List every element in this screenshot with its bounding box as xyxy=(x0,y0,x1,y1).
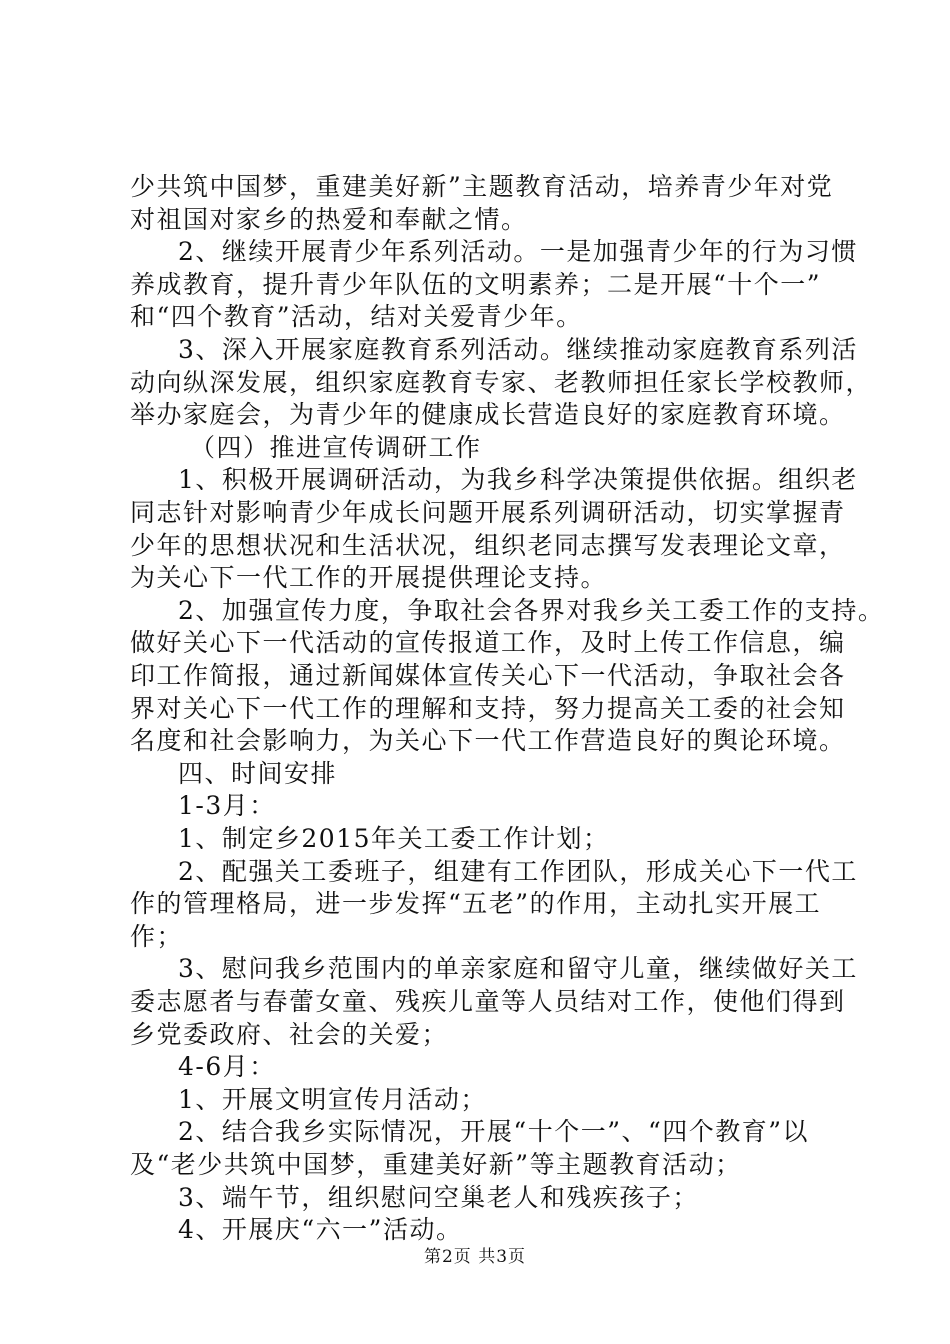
paragraph-line: 1、积极开展调研活动，为我乡科学决策提供依据。组织老 xyxy=(178,465,858,495)
period-heading: 1-3月： xyxy=(178,791,276,821)
paragraph-line: 1、开展文明宣传月活动； xyxy=(178,1084,487,1114)
paragraph-line: 养成教育，提升青少年队伍的文明素养；二是开展“十个一” xyxy=(130,269,822,299)
paragraph-line: 同志针对影响青少年成长问题开展系列调研活动，切实掌握青 xyxy=(130,498,846,527)
section-heading: （四）推进宣传调研工作 xyxy=(190,432,482,462)
paragraph-line: 名度和社会影响力，为关心下一代工作营造良好的舆论环境。 xyxy=(130,726,846,756)
period-heading: 4-6月： xyxy=(178,1052,276,1082)
paragraph-line: 1、制定乡2015年关工委工作计划； xyxy=(178,824,610,853)
page-footer: 第2页 共3页 xyxy=(423,1247,527,1267)
paragraph-line: 对祖国对家乡的热爱和奉献之情。 xyxy=(130,204,528,234)
section-heading: 四、时间安排 xyxy=(178,758,338,788)
paragraph-line: 2、结合我乡实际情况，开展“十个一”、“四个教育”以 xyxy=(178,1117,810,1147)
paragraph-line: 少年的思想状况和生活状况，组织老同志撰写发表理论文章， xyxy=(130,530,846,560)
paragraph-line: 举办家庭会，为青少年的健康成长营造良好的家庭教育环境。 xyxy=(130,400,846,430)
paragraph-line: 作的管理格局，进一步发挥“五老”的作用，主动扎实开展工 xyxy=(130,889,822,919)
paragraph-line: 界对关心下一代工作的理解和支持，努力提高关工委的社会知 xyxy=(130,693,846,723)
paragraph-line: 作； xyxy=(130,921,184,951)
paragraph-line: 4、开展庆“六一”活动。 xyxy=(178,1215,463,1245)
paragraph-line: 少共筑中国梦，重建美好新”主题教育活动，培养青少年对党 xyxy=(130,172,834,201)
paragraph-line: 动向纵深发展，组织家庭教育专家、老教师担任家长学校教师， xyxy=(130,367,873,397)
paragraph-line: 3、慰问我乡范围内的单亲家庭和留守儿童，继续做好关工 xyxy=(178,954,858,984)
paragraph-line: 乡党委政府、社会的关爱； xyxy=(130,1019,449,1049)
paragraph-line: 做好关心下一代活动的宣传报道工作，及时上传工作信息，编 xyxy=(130,628,846,658)
paragraph-line: 为关心下一代工作的开展提供理论支持。 xyxy=(130,563,608,593)
paragraph-line: 委志愿者与春蕾女童、残疾儿童等人员结对工作，使他们得到 xyxy=(130,987,846,1016)
paragraph-line: 印工作简报，通过新闻媒体宣传关心下一代活动，争取社会各 xyxy=(130,661,846,690)
paragraph-line: 3、深入开展家庭教育系列活动。继续推动家庭教育系列活 xyxy=(178,335,858,364)
paragraph-line: 2、加强宣传力度，争取社会各界对我乡关工委工作的支持。 xyxy=(178,595,885,625)
paragraph-line: 2、继续开展青少年系列活动。一是加强青少年的行为习惯 xyxy=(178,237,858,267)
paragraph-line: 和“四个教育”活动，结对关爱青少年。 xyxy=(130,302,583,332)
paragraph-line: 及“老少共筑中国梦，重建美好新”等主题教育活动； xyxy=(130,1150,742,1179)
paragraph-line: 3、端午节，组织慰问空巢老人和残疾孩子； xyxy=(178,1182,699,1212)
paragraph-line: 2、配强关工委班子，组建有工作团队，形成关心下一代工 xyxy=(178,856,858,886)
